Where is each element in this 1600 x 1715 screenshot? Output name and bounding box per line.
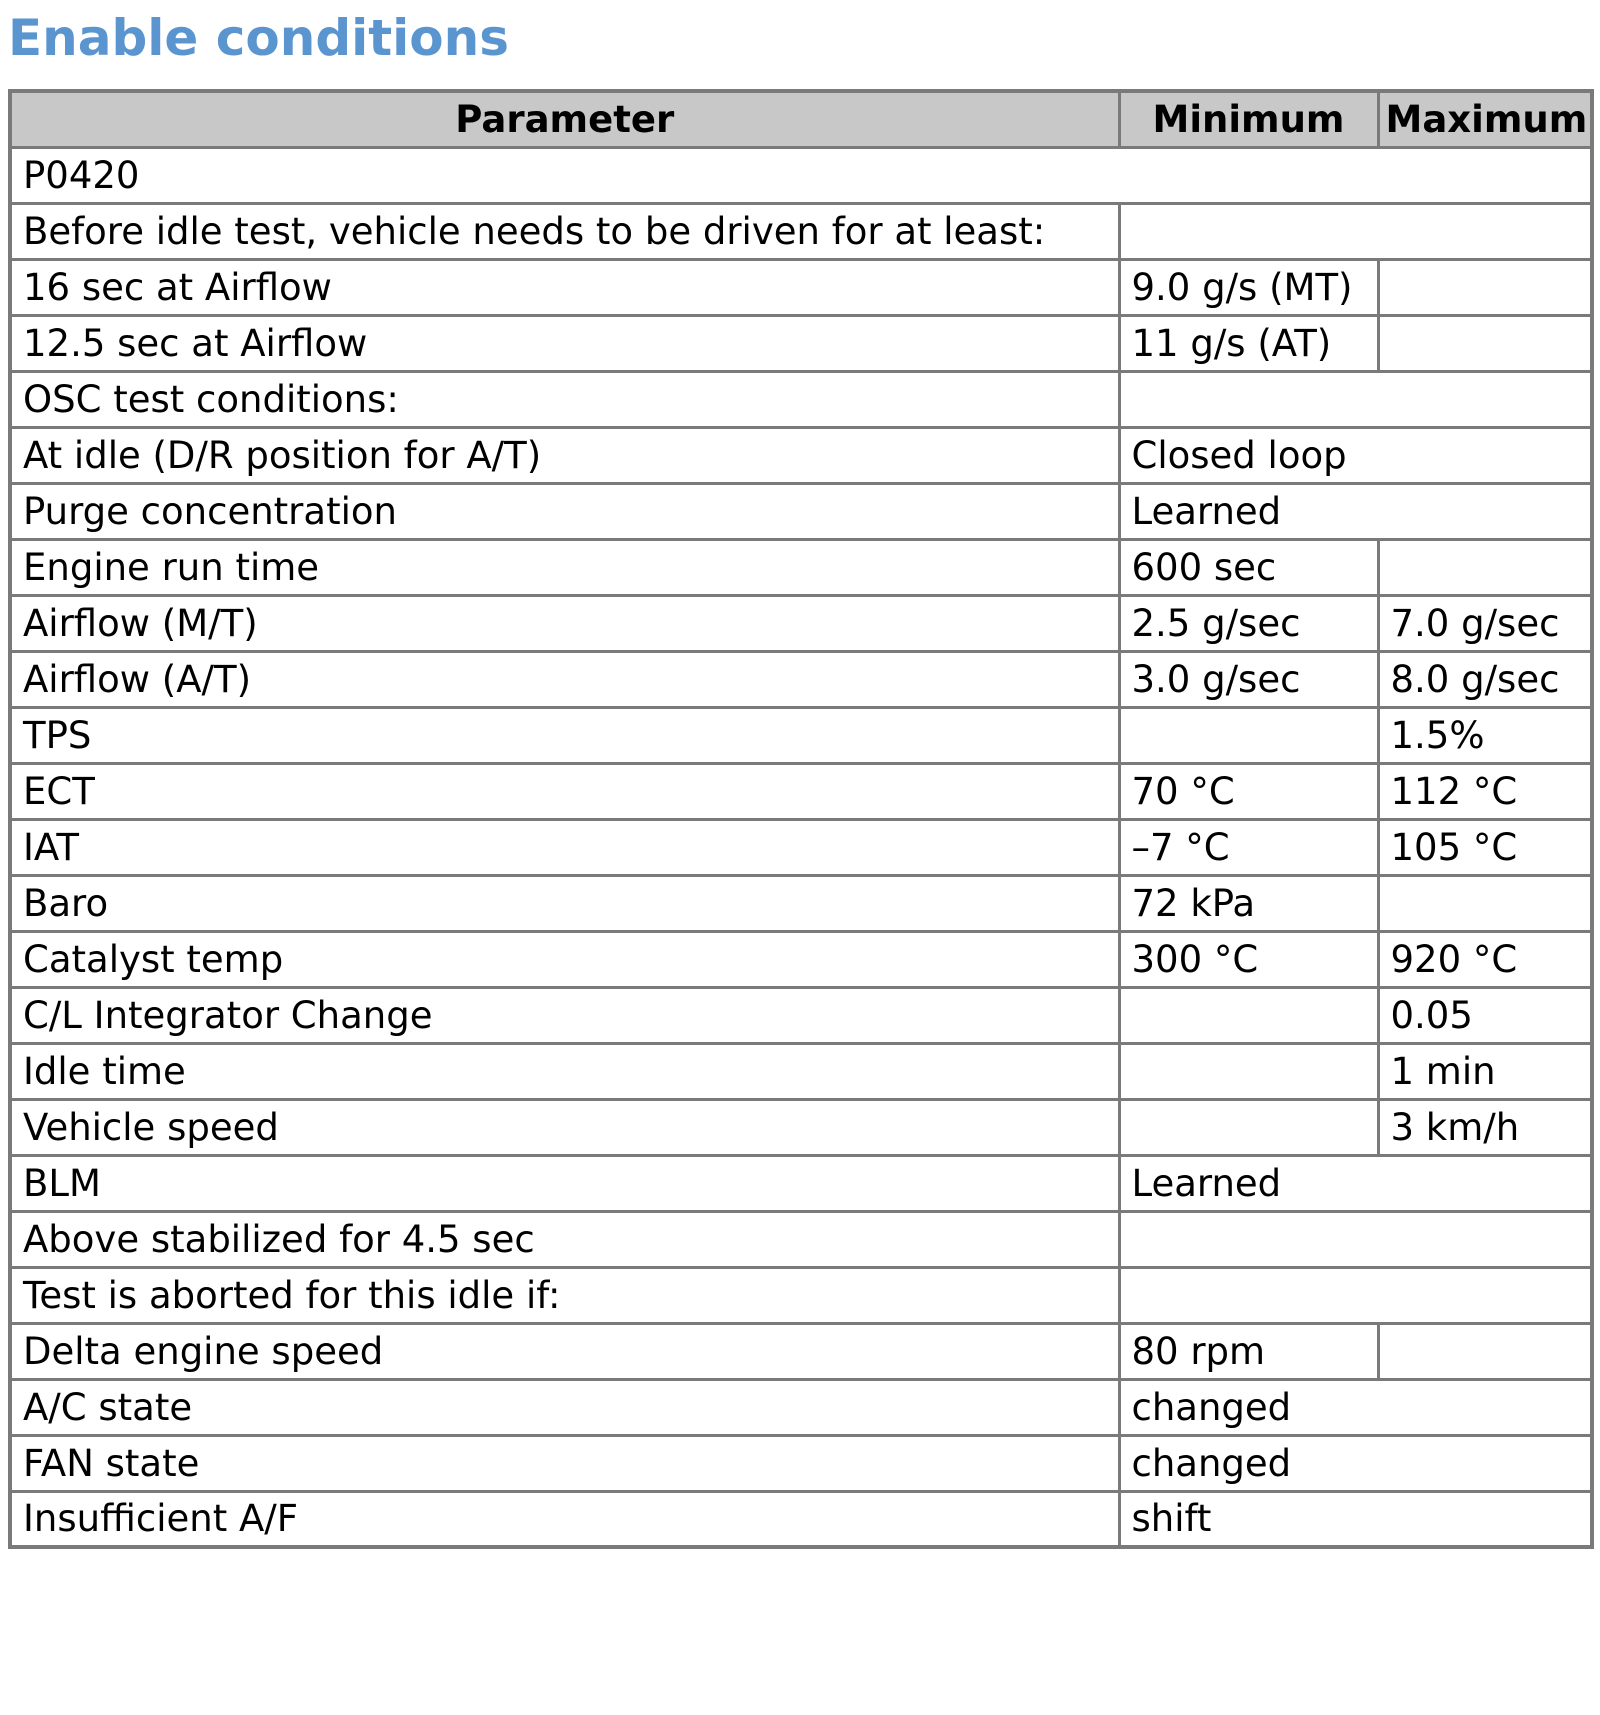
parameter-cell: TPS (10, 707, 1119, 763)
table-row (10, 1043, 1592, 1099)
header-maximum: Maximum (1378, 91, 1592, 147)
maximum-cell: 0.05 (1378, 987, 1592, 1043)
maximum-cell (1378, 315, 1592, 371)
table-row (10, 259, 1592, 315)
minimum-cell: 2.5 g/sec (1119, 595, 1378, 651)
value-cell: changed (1119, 1435, 1592, 1491)
maximum-cell: 1 min (1378, 1043, 1592, 1099)
minimum-cell: 600 sec (1119, 539, 1378, 595)
parameter-cell: Test is aborted for this idle if: (10, 1267, 1119, 1323)
table-row (10, 1211, 1592, 1267)
minimum-cell (1119, 1099, 1378, 1155)
table-row (10, 147, 1592, 203)
parameter-cell: Airflow (A/T) (10, 651, 1119, 707)
minimum-cell: 80 rpm (1119, 1323, 1378, 1379)
table-row (10, 483, 1592, 539)
value-cell: changed (1119, 1379, 1592, 1435)
table-row (10, 651, 1592, 707)
parameter-cell: Vehicle speed (10, 1099, 1119, 1155)
parameter-cell: Purge concentration (10, 483, 1119, 539)
page-title: Enable conditions (8, 9, 510, 67)
value-cell: Learned (1119, 483, 1592, 539)
parameter-cell: C/L Integrator Change (10, 987, 1119, 1043)
table-row (10, 1267, 1592, 1323)
minimum-cell: 9.0 g/s (MT) (1119, 259, 1378, 315)
table-row (10, 539, 1592, 595)
table-row (10, 203, 1592, 259)
parameter-cell: Above stabilized for 4.5 sec (10, 1211, 1119, 1267)
parameter-cell: BLM (10, 1155, 1119, 1211)
minimum-cell: 70 °C (1119, 763, 1378, 819)
parameter-cell: Engine run time (10, 539, 1119, 595)
section-heading-cell: P0420 (10, 147, 1592, 203)
parameter-cell: 12.5 sec at Airflow (10, 315, 1119, 371)
parameter-cell: Airflow (M/T) (10, 595, 1119, 651)
parameter-cell: FAN state (10, 1435, 1119, 1491)
maximum-cell: 105 °C (1378, 819, 1592, 875)
maximum-cell (1378, 1323, 1592, 1379)
table-row (10, 763, 1592, 819)
table-row (10, 931, 1592, 987)
minimum-cell: 72 kPa (1119, 875, 1378, 931)
parameter-cell: Delta engine speed (10, 1323, 1119, 1379)
table-row (10, 595, 1592, 651)
value-cell (1119, 203, 1592, 259)
parameter-cell: Catalyst temp (10, 931, 1119, 987)
maximum-cell: 1.5% (1378, 707, 1592, 763)
minimum-cell: –7 °C (1119, 819, 1378, 875)
maximum-cell: 8.0 g/sec (1378, 651, 1592, 707)
minimum-cell (1119, 987, 1378, 1043)
table-row (10, 371, 1592, 427)
table-row (10, 315, 1592, 371)
minimum-cell: 11 g/s (AT) (1119, 315, 1378, 371)
maximum-cell: 112 °C (1378, 763, 1592, 819)
minimum-cell (1119, 1043, 1378, 1099)
parameter-cell: OSC test conditions: (10, 371, 1119, 427)
header-row (10, 91, 1592, 147)
table-body (10, 147, 1592, 1547)
table-row (10, 1099, 1592, 1155)
table-row (10, 987, 1592, 1043)
parameter-cell: 16 sec at Airflow (10, 259, 1119, 315)
value-cell: Closed loop (1119, 427, 1592, 483)
table-row (10, 819, 1592, 875)
table-row (10, 875, 1592, 931)
parameter-cell: Baro (10, 875, 1119, 931)
maximum-cell (1378, 539, 1592, 595)
value-cell (1119, 1267, 1592, 1323)
value-cell: Learned (1119, 1155, 1592, 1211)
value-cell: shift (1119, 1491, 1592, 1547)
maximum-cell: 7.0 g/sec (1378, 595, 1592, 651)
table-row (10, 1379, 1592, 1435)
header-minimum: Minimum (1119, 91, 1378, 147)
table-row (10, 1155, 1592, 1211)
table-row (10, 427, 1592, 483)
header-parameter: Parameter (10, 91, 1119, 147)
parameter-cell: Before idle test, vehicle needs to be driven for at least: (10, 203, 1119, 259)
parameter-cell: Insufficient A/F (10, 1491, 1119, 1547)
table-row (10, 1435, 1592, 1491)
minimum-cell (1119, 707, 1378, 763)
table-row (10, 1323, 1592, 1379)
minimum-cell: 300 °C (1119, 931, 1378, 987)
parameter-cell: Idle time (10, 1043, 1119, 1099)
parameter-cell: ECT (10, 763, 1119, 819)
parameter-cell: At idle (D/R position for A/T) (10, 427, 1119, 483)
table-row (10, 1491, 1592, 1547)
parameter-cell: A/C state (10, 1379, 1119, 1435)
maximum-cell (1378, 875, 1592, 931)
enable-conditions-table (8, 89, 1594, 1549)
value-cell (1119, 371, 1592, 427)
maximum-cell: 3 km/h (1378, 1099, 1592, 1155)
minimum-cell: 3.0 g/sec (1119, 651, 1378, 707)
maximum-cell (1378, 259, 1592, 315)
parameter-cell: IAT (10, 819, 1119, 875)
table-row (10, 707, 1592, 763)
maximum-cell: 920 °C (1378, 931, 1592, 987)
value-cell (1119, 1211, 1592, 1267)
